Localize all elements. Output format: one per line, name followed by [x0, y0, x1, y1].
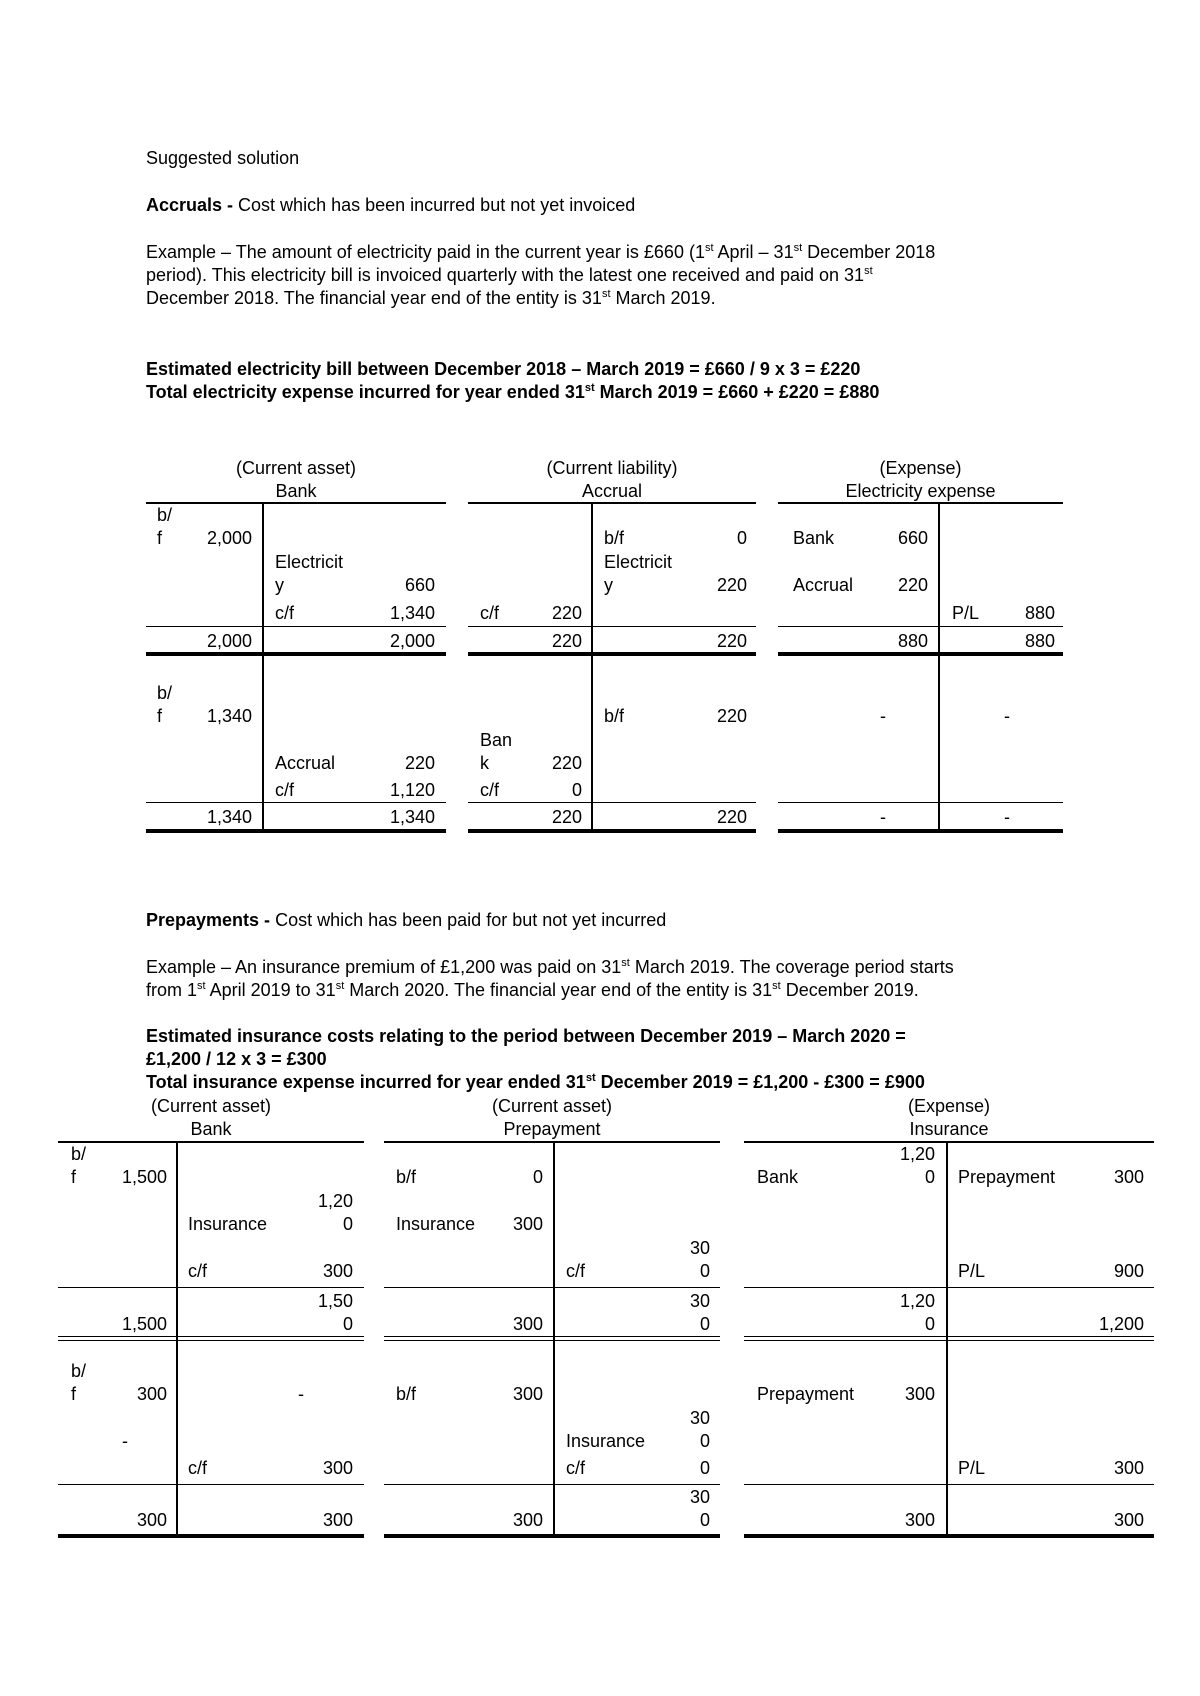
ledger-cell: b/f — [396, 1384, 417, 1404]
ledger-cell: Electricit — [604, 552, 673, 572]
ledger-cell: Electricit — [275, 552, 344, 572]
ledger-cell: Insurance — [396, 1214, 476, 1234]
document-heading: Suggested solution — [146, 148, 300, 168]
ledger-cell: f — [157, 706, 163, 726]
ledger-cell: 660 — [897, 528, 928, 548]
accruals-example-line3: December 2018. The financial year end of the entity is 31st March 2019. — [146, 288, 716, 308]
ledger-cell: Accrual — [275, 753, 336, 773]
ledger-cell: 220 — [897, 575, 928, 595]
prepayments-calc-estimate-value: £1,200 / 12 x 3 = £300 — [146, 1049, 327, 1069]
ledger-cell: Prepayment — [958, 1167, 1056, 1187]
ledger-cell: 220 — [551, 603, 582, 623]
ledger-cell: 300 — [322, 1458, 353, 1478]
insurance-account-title: Insurance — [909, 1119, 989, 1139]
ledger-cell: - — [880, 807, 886, 827]
ledger-cell: 880 — [1024, 603, 1055, 623]
ledger-cell: P/L — [958, 1458, 986, 1478]
ledger-cell: 300 — [512, 1214, 543, 1234]
ledger-cell: 0 — [924, 1167, 935, 1187]
ledger-cell: 220 — [551, 807, 582, 827]
insurance-account-type: (Expense) — [907, 1096, 991, 1116]
ledger-cell: P/L — [958, 1261, 986, 1281]
accruals-calc-estimate: Estimated electricity bill between December 2018 – March 2019 = £660 / 9 x 3 = £220 — [146, 359, 861, 379]
bank-bf-amount: 2,000 — [206, 528, 252, 548]
ledger-cell: b/ — [71, 1361, 87, 1381]
ledger-cell: 220 — [551, 753, 582, 773]
prepayments-example-line2: from 1st April 2019 to 31st March 2020. The financial year end of the entity is 31st December 2019. — [146, 980, 919, 1000]
ledger-cell: 300 — [512, 1314, 543, 1334]
accruals-calc-total: Total electricity expense incurred for year ended 31st March 2019 = £660 + £220 = £880 — [146, 382, 880, 402]
ledger-cell: - — [880, 706, 886, 726]
ledger-cell: 900 — [1113, 1261, 1144, 1281]
prepay-bank-account-title: Bank — [190, 1119, 232, 1139]
ledger-cell: 300 — [904, 1384, 935, 1404]
ledger-cell: 220 — [716, 575, 747, 595]
prepayments-example-line1: Example – An insurance premium of £1,200 was paid on 31st March 2019. The coverage period starts — [146, 957, 954, 977]
ledger-cell: Insurance — [566, 1431, 646, 1451]
ledger-cell: 0 — [699, 1261, 710, 1281]
ledger-cell: 300 — [512, 1510, 543, 1530]
ledger-cell: b/ — [157, 683, 173, 703]
ledger-cell: c/f — [188, 1458, 208, 1478]
ledger-cell: P/L — [952, 603, 980, 623]
ledger-cell: 30 — [689, 1238, 710, 1258]
ledger-cell: 880 — [897, 631, 928, 651]
ledger-cell: 1,200 — [1098, 1314, 1144, 1334]
ledger-cell: 1,340 — [389, 807, 435, 827]
prepayments-definition: Prepayments - Cost which has been paid for but not yet incurred — [146, 910, 667, 930]
ledger-cell: c/f — [275, 780, 295, 800]
ledger-cell: 1,120 — [389, 780, 435, 800]
ledger-cell: 300 — [1113, 1167, 1144, 1187]
ledger-cell: c/f — [188, 1261, 208, 1281]
ledger-cell: - — [122, 1431, 128, 1451]
ledger-cell: 0 — [532, 1167, 543, 1187]
prepayments-calc-estimate: Estimated insurance costs relating to the period between December 2019 – March 2020 = — [146, 1026, 906, 1046]
ledger-cell: f — [71, 1384, 77, 1404]
ledger-cell: 0 — [342, 1214, 353, 1234]
ledger-cell: 880 — [1024, 631, 1055, 651]
ledger-cell: 1,20 — [899, 1291, 935, 1311]
ledger-cell: 0 — [699, 1314, 710, 1334]
expense-account-type: (Expense) — [879, 458, 962, 478]
ledger-cell: 300 — [512, 1384, 543, 1404]
ledger-cell: k — [480, 753, 489, 773]
ledger-cell: 1,340 — [206, 807, 252, 827]
prepayments-term: Prepayments - — [146, 910, 271, 930]
ledger-cell: 300 — [1113, 1458, 1144, 1478]
ledger-cell: c/f — [566, 1458, 586, 1478]
ledger-cell: 30 — [689, 1408, 710, 1428]
prepayments-calc-total: Total insurance expense incurred for year ended 31st December 2019 = £1,200 - £300 = £900 — [146, 1072, 925, 1092]
ledger-cell: Accrual — [793, 575, 854, 595]
ledger-cell: 220 — [716, 706, 747, 726]
ledger-cell: b/ — [71, 1144, 87, 1164]
ledger-cell: 300 — [136, 1510, 167, 1530]
ledger-cell: 2,000 — [389, 631, 435, 651]
ledger-cell: 1,20 — [317, 1191, 353, 1211]
ledger-cell: b/ — [157, 505, 173, 525]
ledger-cell: Ban — [480, 730, 513, 750]
ledger-cell: 220 — [551, 631, 582, 651]
ledger-cell: 30 — [689, 1291, 710, 1311]
accruals-example-line2: period). This electricity bill is invoiced quarterly with the latest one received and paid on 31st — [146, 265, 873, 285]
bank-account-title: Bank — [275, 481, 317, 501]
ledger-cell: c/f — [566, 1261, 586, 1281]
ledger-cell: 300 — [322, 1261, 353, 1281]
ledger-cell: 300 — [136, 1384, 167, 1404]
ledger-cell: y — [275, 575, 284, 595]
ledger-cell: 1,500 — [121, 1314, 167, 1334]
ledger-cell: - — [1004, 807, 1010, 827]
ledger-cell: f — [71, 1167, 77, 1187]
accruals-example-line1: Example – The amount of electricity paid in the current year is £660 (1st April – 31st December 2018 — [146, 242, 936, 262]
ledger-cell: 220 — [716, 631, 747, 651]
ledger-cell: Prepayment — [757, 1384, 855, 1404]
ledger-cell: 0 — [736, 528, 747, 548]
ledger-cell: c/f — [480, 780, 500, 800]
ledger-cell: b/f — [604, 706, 625, 726]
ledger-cell: b/f — [396, 1167, 417, 1187]
ledger-cell: 1,340 — [389, 603, 435, 623]
ledger-cell: b/f — [604, 528, 625, 548]
ledger-cell: c/f — [480, 603, 500, 623]
ledger-cell: 1,500 — [121, 1167, 167, 1187]
expense-account-title: Electricity expense — [845, 481, 996, 501]
ledger-cell: 220 — [716, 807, 747, 827]
ledger-cell: Insurance — [188, 1214, 268, 1234]
ledger-cell: Bank — [793, 528, 835, 548]
ledger-cell: c/f — [275, 603, 295, 623]
ledger-cell: 0 — [924, 1314, 935, 1334]
accruals-term: Accruals - — [146, 195, 234, 215]
prepayment-account-title: Prepayment — [503, 1119, 601, 1139]
bank-account-type: (Current asset) — [235, 458, 357, 478]
ledger-cell: - — [298, 1384, 304, 1404]
ledger-cell: - — [1004, 706, 1010, 726]
accruals-definition: Accruals - Cost which has been incurred but not yet invoiced — [146, 195, 636, 215]
ledger-cell: 0 — [699, 1431, 710, 1451]
prepayment-account-type: (Current asset) — [491, 1096, 613, 1116]
ledger-cell: 300 — [1113, 1510, 1144, 1530]
ledger-cell: 300 — [322, 1510, 353, 1530]
ledger-cell: 1,340 — [206, 706, 252, 726]
ledger-cell: 0 — [699, 1458, 710, 1478]
ledger-cell: y — [604, 575, 613, 595]
ledger-cell: 2,000 — [206, 631, 252, 651]
ledger-cell: 660 — [404, 575, 435, 595]
ledger-cell: 220 — [404, 753, 435, 773]
ledger-cell: 0 — [571, 780, 582, 800]
ledger-cell: f — [157, 528, 163, 548]
prepay-bank-account-type: (Current asset) — [150, 1096, 272, 1116]
ledger-cell: 300 — [904, 1510, 935, 1530]
ledger-cell: 1,20 — [899, 1144, 935, 1164]
accrual-account-type: (Current liability) — [546, 458, 678, 478]
ledger-cell: 1,50 — [317, 1291, 353, 1311]
ledger-cell: 0 — [342, 1314, 353, 1334]
ledger-cell: 0 — [699, 1510, 710, 1530]
ledger-cell: Bank — [757, 1167, 799, 1187]
accrual-account-title: Accrual — [581, 481, 643, 501]
ledger-cell: 30 — [689, 1487, 710, 1507]
